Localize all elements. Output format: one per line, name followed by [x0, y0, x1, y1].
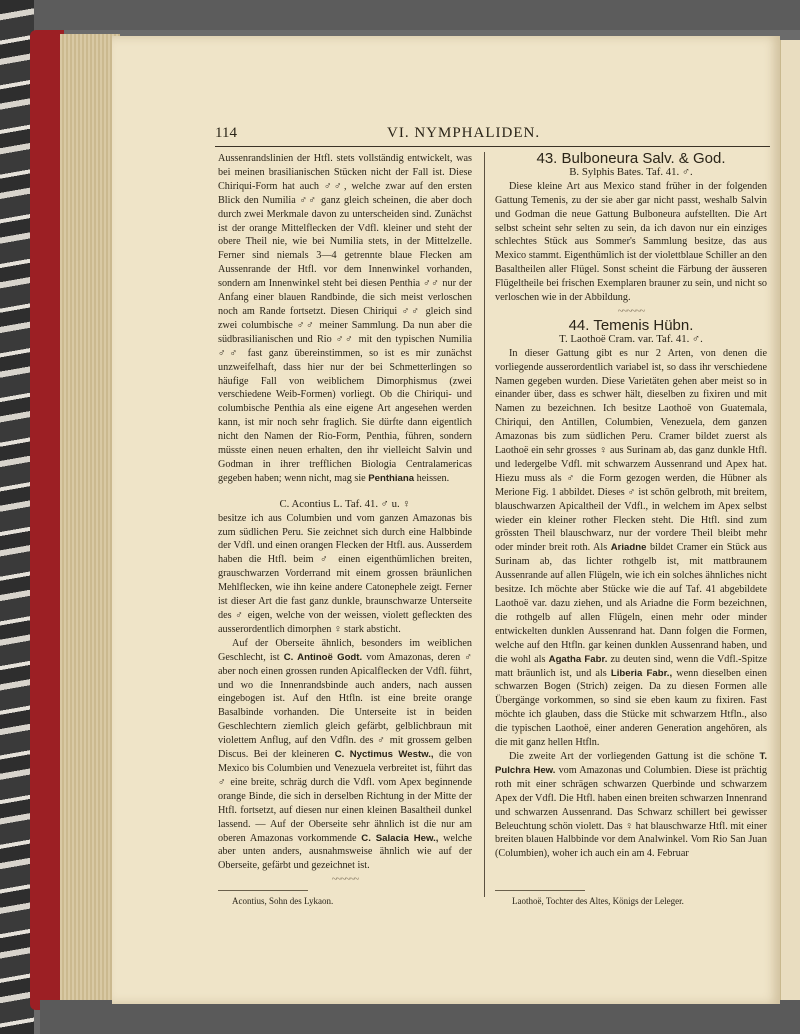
left-column: [218, 152, 472, 887]
section-43-subtitle: B. Sylphis Bates. Taf. 41. ♂.: [569, 165, 693, 178]
running-header: [215, 125, 770, 145]
ornament-divider: ~~~~~~: [331, 874, 359, 886]
footnote-left: Acontius, Sohn des Lykaon.: [232, 896, 334, 906]
section-43-text: Diese kleine Art aus Mexico stand früher in der folgenden Gattung Temenis, zu der sie aber gar nicht passt, weshalb Salvin und Godman die neue Gattung Bulboneura aufstellten. Die Art selbst scheint sehr selten zu sein, da ich davon nur ein einziges schlechtes Stück aus Sommer's Sammlung besitze, das aus Mexico stammt. Eigenthümlich ist der violettblaue Schiller an den Basaltheilen aller Flügel. Sonst scheint die Färbung der äusseren Flügeltheile bei frischen Exemplaren brauner zu sein, und nicht so verloschen wie in der Abbildung.: [495, 180, 767, 304]
right-column: [495, 152, 767, 861]
page-number: 114: [215, 125, 237, 141]
acontius-text: besitze ich aus Columbien und vom ganzen Amazonas bis zum südlichen Peru. Sie zeichnet sich durch eine Halbbinde der Vdfl. und einen orangen Flecken der Htfl. aus. Ausserdem haben die Htfl. beim ♂ einen eigenthümlichen breiten, grauschwarzen Vorderrand mit einem grossen bräunlichen Mehlflecken, wie ihn keine andere Catonephele zeigt. Ferner ist dieser Art die fast ganz dunkle, braunschwarze Unterseite des ♂ eigen, welche von der weissen, violett gefleckten des ausserordentlich dimorphen ♀ stark absticht.: [218, 512, 472, 635]
section-44-title: 44. Temenis Hübn.: [568, 316, 694, 334]
column-separator: [484, 152, 485, 897]
marbled-cover: [0, 0, 34, 1034]
book-bottom: [40, 1000, 800, 1034]
ornament-divider: ~~~~~~: [617, 305, 645, 317]
section-44-text: In dieser Gattung gibt es nur 2 Arten, von denen die vorliegende ausserordentlich variabel ist, so dass ihr verschiedene Namen gegeben wurden. Diese Varietäten gehen aber meist so in einander über, dass es schwer hält, dieselben zu fixiren und mit Namen zu bezeichnen. Ich besitze Laothoë von Guatemala, Chiriqui, den Antillen, Columbien, Venezuela, dem ganzen Amazonas bis zum südlichen Peru. Cramer bildet zuerst als Laothoë ein sehr grosses ♀ aus Surinam ab, das ganz dunkle Htfl. und ledergelbe Vdfl. mit schwarzem Aussenrand und Apex hat. Hiezu muss als ♂ die Form gezogen werden, die Hübner als Merione Fig. 1 abbildet. Dieses ♂ ist schön gelbroth, mit breitem, blauschwarzen Apicaltheil der Vdfl., in welchem im Apex selbst wieder ein kleiner rother Flecken steht. Die Htfl. sind zum grössten Theil blauschwarz, nur der vordere Theil bleibt mehr oder minder breit roth. Als Ariadne bildet Cramer ein Stück aus Surinam ab, das lichter rothgelb ist, mit mattbraunem Aussenrande auf allen Flügeln, wie ich ein solches ähnliches nicht besitze. Ich möchte aber Stücke wie die auf Taf. 41 abgebildete Laothoë var. dazu ziehen, und als Ariadne die Form bezeichnen, die rothgelb auf allen Flügeln, einen mehr oder minder entwickelten dunklen Aussenrand hat. Dann folgen die Formen, welche auf den Htfln. gar keinen dunklen Aussenrand haben, und die wohl als Agatha Fabr. zu deuten sind, wenn die Vdfl.-Spitze matt bräunlich ist, und als Liberia Fabr., wenn dieselben einen schwarzen Bogen (Strich) zeigen. Da zu diesen Formen alle Übergänge vorkommen, so sind sie eben kaum zu fixiren. Fast möchte ich glauben, dass die Stücke mit schwarzem Htfln., also die typischen Laothoë, einer anderen Generation angehören, als die mit ganz hellen Htfln.: [495, 347, 768, 749]
red-binding: [30, 30, 64, 1010]
section-43-title: 43. Bulboneura Salv. & God.: [536, 150, 726, 167]
running-title: VI. NYMPHALIDEN.: [387, 125, 541, 141]
intro-paragraph: Aussenrandslinien der Htfl. stets vollständig entwickelt, was bei meinen brasilianischen Stücken nicht der Fall ist. Diese Chiriqui-Form hat auch ♂♂, welche zwar auf den ersten Blick den Numilia ♂♂ ganz gleich scheinen, die aber doch durch zwei Merkmale davon zu unterscheiden sind. Zunächst ist der orange Mittelflecken der Vdfl. kleiner und steht der obere Theil nie, wie bei Numilia stets, in der Mittelzelle. Ferner sind niemals 3—4 getrennte blaue Flecken am Aussenrande der Htfl. vor dem Innenwinkel vorhanden, sondern am Innenwinkel steht bei diesen Penthia ♂♂ nur der Anfang einer blauen Randbinde, die sich meist verloschen noch am Rande fortsetzt. Diesen Chiriqui ♂♂ gleich sind zwei columbische ♂♂ meiner Sammlung. Da nun aber die südbrasilianischen und Rio ♂♂ mit den typischen Numilia ♂♂ fast ganz übereinstimmen, so ist es mir zunächst unzweifelhaft, dass hier nur der bei Schmetterlingen so häufige Fall von weiblichem Dimorphismus (zwei verschiedene Weib-Formen) vorliegt. Ob die Chiriqui- und columbische Penthia als eine eigene Art angesehen werden kann, ist mir noch sehr fraglich. Sie dürfte dann eigentlich nicht den Namen der Rio-Form, Penthia, führen, sondern müsste einen neuen erhalten, den ihr vielleicht Salvin und Godman in ihrer trefflichen Biologia Centralamericas gegeben haben; wenn nicht, mag sie Penthiana heissen.: [218, 153, 472, 484]
species-heading-acontius: C. Acontius L. Taf. 41. ♂ u. ♀: [279, 497, 411, 510]
spacer: [218, 486, 472, 498]
footnote-right: Laothoë, Tochter des Altes, Königs der Leleger.: [512, 896, 684, 906]
book-cover-top: [0, 0, 800, 30]
pulchra-paragraph: Die zweite Art der vorliegenden Gattung ist die schöne T. Pulchra Hew. vom Amazonas und Columbien. Diese ist prächtig roth mit einer schrägen schwarzen Querbinde und schwarzem Apex der Vdfl. Die Htfl. haben einen breiten schwarzen Innenrand und schwarzen Aussenrand. Das Schwarz schillert bei gewisser Beleuchtung schön violett. Das ♀ hat blauschwarze Htfl. mit einer breiten blauen Halbbinde vor dem Analwinkel. Vom Rio San Juan (Columbien), woher ich auch ein am 4. Februar: [495, 750, 768, 860]
section-44-subtitle: T. Laothoë Cram. var. Taf. 41. ♂.: [559, 332, 703, 345]
header-rule: [215, 146, 770, 147]
page-edges: [60, 34, 120, 1002]
facing-page-edge: [780, 40, 800, 1000]
antinoe-paragraph: Auf der Oberseite ähnlich, besonders im weiblichen Geschlecht, ist C. Antinoë Godt. vom Amazonas, deren ♂ aber noch einen grossen runden Apicalflecken der Vdfl. führt, und wo die Innenrandsbinde auch anders, nach aussen eingebogen ist. Auf den Htfln. ist eine breite orange Basalbinde vorhanden. Die Unterseite ist in beiden Geschlechtern ziemlich gleich gefärbt, gelblichbraun mit violettem Anflug, auf den Vdfln. des ♂ mit grossem gelben Discus. Bei der kleineren C. Nyctimus Westw., die von Mexico bis Columbien und Venezuela verbreitet ist, führt das ♂ eine breite, schräg durch die Vdfl. vom Apex beginnende orange Binde, die sich in derselben Richtung in der Mitte der Htfl. fortsetzt, auf diesen nur einen kleinen Basaltheil dunkel lassend. — Auf der Oberseite sehr ähnlich ist die nur am oberen Amazonas vorkommende C. Salacia Hew., welche aber unten anders, ausnahmsweise ähnlich wie auf der Oberseite, gefärbt und gezeichnet ist.: [218, 637, 473, 872]
footnote-rule-left: [218, 890, 308, 891]
footnote-rule-right: [495, 890, 585, 891]
